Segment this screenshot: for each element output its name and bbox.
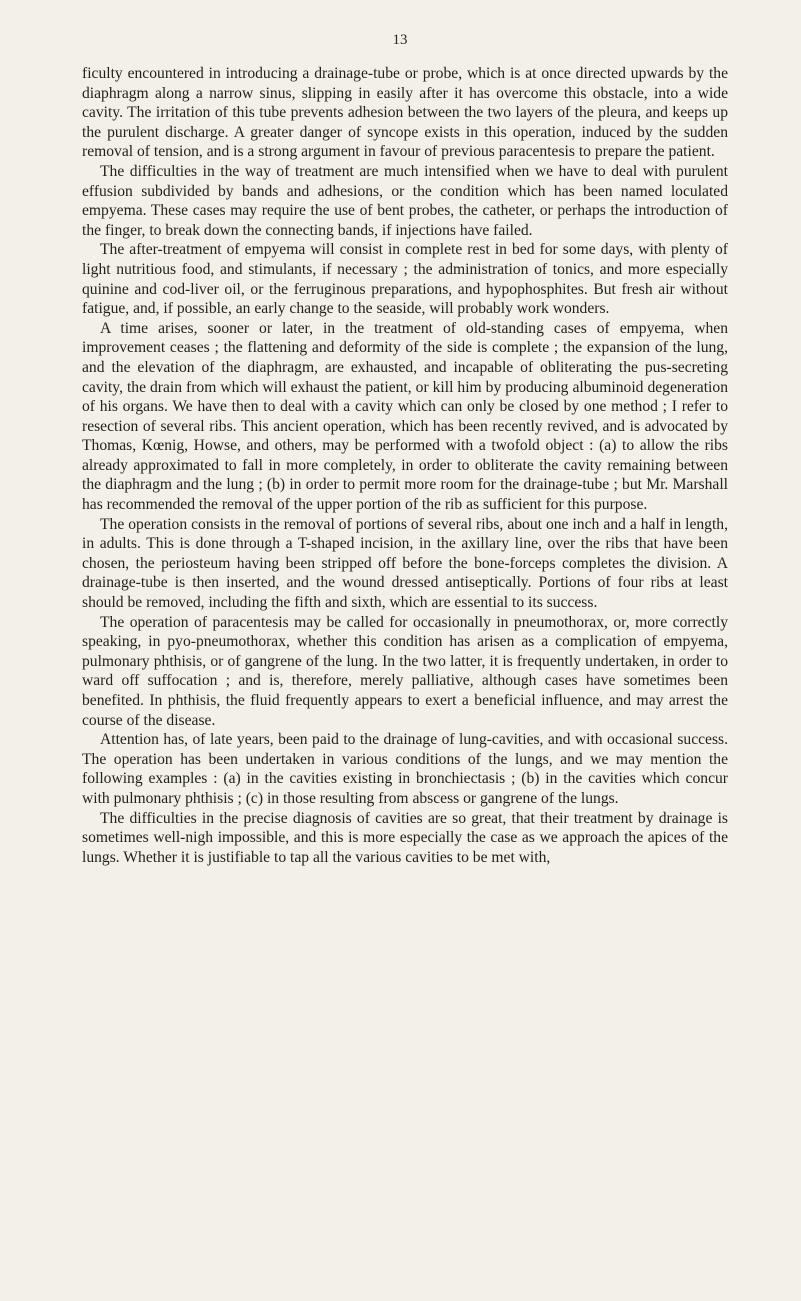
- paragraph-drainage-tube: ficulty encountered in introducing a drainage-tube or probe, which is at once directed upwards by the diaphragm along a narrow sinus, slipping in easily after it has overcome this obstacle, into a wide cavity. The irritation of this tube prevents adhesion between the two layers of the pleura, and keeps up the purulent discharge. A greater danger of syncope exists in this operation, induced by the sudden removal of tension, and is a strong argument in favour of previous paracentesis to prepare the patient.: [82, 65, 728, 161]
- paragraph-pneumothorax: The operation of paracentesis may be called for occasionally in pneumothorax, or, more correctly speaking, in pyo-pneumothorax, whether this condition has arisen as a complication of empyema, pulmonary phthisis, or of gangrene of the lung. In the two latter, it is frequently undertaken, in order to ward off suffocation ; and is, therefore, merely palliative, although cases have sometimes been benefited. In phthisis, the fluid frequently appears to exert a beneficial influence, and may arrest the course of the disease.: [82, 613, 728, 729]
- paragraph-diagnosis-difficulties: The difficulties in the precise diagnosis of cavities are so great, that their treatment by drainage is sometimes well-nigh impossible, and this is more especially the case as we approach the apices of the lungs. Whether it is justifiable to tap all the various cavities to be met with,: [82, 809, 728, 866]
- body-text: [82, 64, 728, 867]
- paragraph-old-standing-cases: A time arises, sooner or later, in the treatment of old-standing cases of empyema, when improvement ceases ; the flattening and deformity of the side is complete ; the expansion of the lung, and the elevation of the diaphragm, are exhausted, and incapable of obliterating the pus-secreting cavity, the drain from which will exhaust the patient, or kill him by producing albuminoid degeneration of his organs. We have then to deal with a cavity which can only be closed by one method ; I refer to resection of several ribs. This ancient operation, which has been recently revived, and is advocated by Thomas, Kœnig, Howse, and others, may be performed with a twofold object : (a) to allow the ribs already approximated to fall in more completely, in order to obliterate the cavity remaining between the diaphragm and the lung ; (b) in order to permit more room for the drainage-tube ; but Mr. Marshall has recommended the removal of the upper portion of the rib as sufficient for this purpose.: [82, 319, 728, 514]
- paragraph-loculated-empyema: The difficulties in the way of treatment are much intensified when we have to deal with purulent effusion subdivided by bands and adhesions, or the condition which has been named loculated empyema. These cases may require the use of bent probes, the catheter, or perhaps the introduction of the finger, to break down the connecting bands, if injections have failed.: [82, 162, 728, 239]
- paragraph-after-treatment: The after-treatment of empyema will consist in complete rest in bed for some days, with plenty of light nutritious food, and stimulants, if necessary ; the administration of tonics, and more especially quinine and cod-liver oil, or the ferruginous preparations, and hypophosphites. But fresh air without fatigue, and, if possible, an early change to the seaside, will probably work wonders.: [82, 241, 728, 318]
- paragraph-rib-resection: The operation consists in the removal of portions of several ribs, about one inch and a half in length, in adults. This is done through a T-shaped incision, in the axillary line, over the ribs that have been chosen, the periosteum having been stripped off before the bone-forceps completes the division. A drainage-tube is then inserted, and the wound dressed antiseptically. Portions of four ribs at least should be removed, including the fifth and sixth, which are essential to its success.: [82, 515, 728, 612]
- paragraph-lung-cavities: Attention has, of late years, been paid to the drainage of lung-cavities, and with occasional success. The operation has been undertaken in various conditions of the lungs, and we may mention the following examples : (a) in the cavities existing in bronchiectasis ; (b) in the cavities which concur with pulmonary phthisis ; (c) in those resulting from abscess or gangrene of the lungs.: [82, 731, 728, 807]
- page-number: 13: [392, 32, 408, 48]
